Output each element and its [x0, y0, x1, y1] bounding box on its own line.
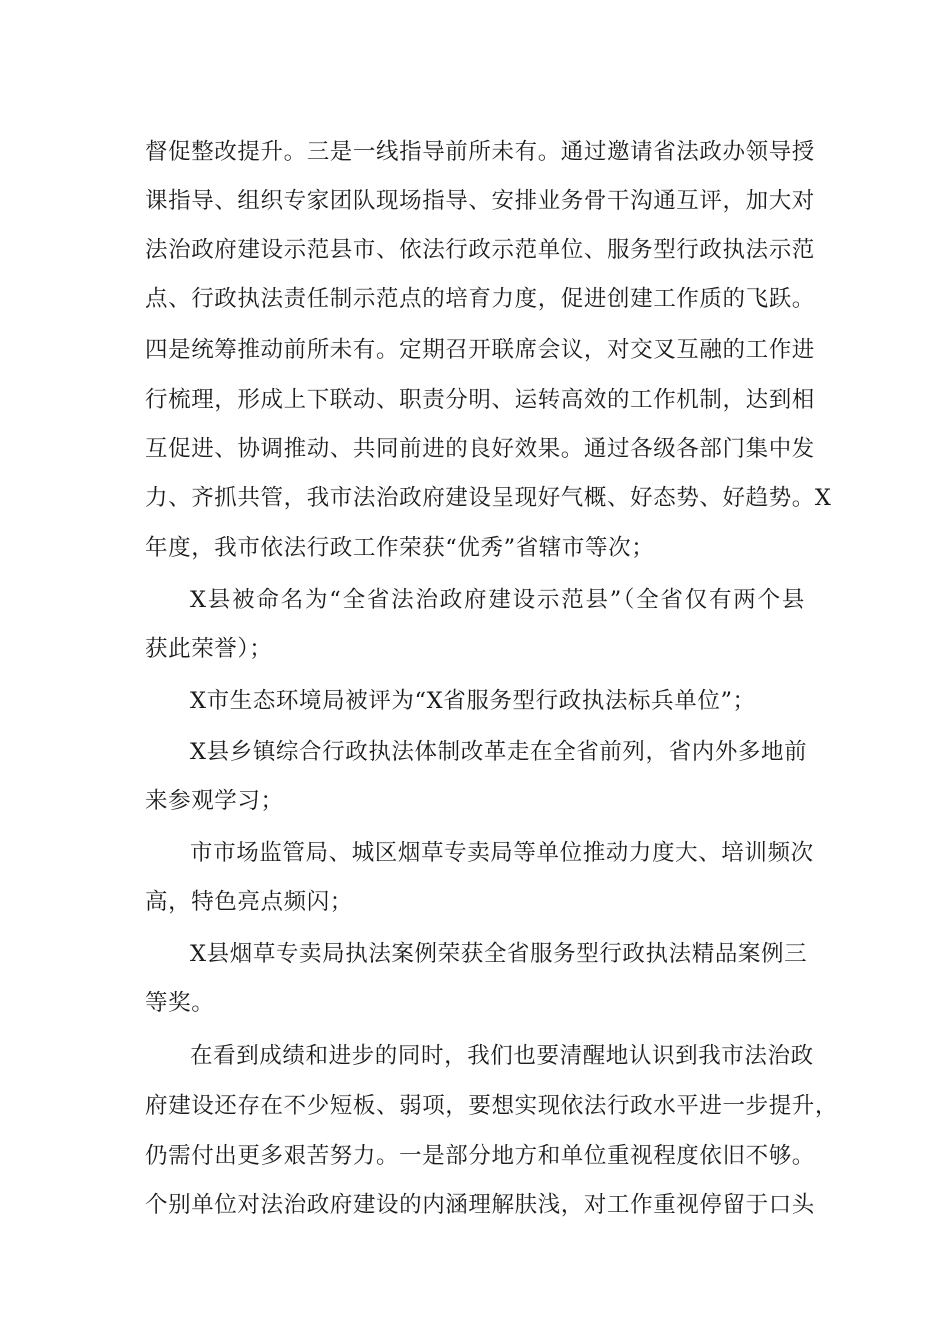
text-line: 年度，我市依法行政工作荣获“优秀”省辖市等次；: [145, 535, 655, 561]
text-line: 行梳理，形成上下联动、职责分明、运转高效的工作机制，达到相: [145, 387, 815, 413]
text-line: 在看到成绩和进步的同时，我们也要清醒地认识到我市法治政: [190, 1043, 814, 1069]
text-line: 力、齐抓共管，我市法治政府建设呈现好气概、好态势、好趋势。X: [145, 485, 832, 511]
text-line: 课指导、组织专家团队现场指导、安排业务骨干沟通互评，加大对: [145, 188, 815, 214]
text-line: X县烟草专卖局执法案例荣获全省服务型行政执法精品案例三: [190, 941, 808, 967]
text-line: 府建设还存在不少短板、弱项，要想实现依法行政水平进一步提升，: [145, 1093, 839, 1119]
text-line: 四是统筹推动前所未有。定期召开联席会议，对交叉互融的工作进: [145, 337, 815, 363]
text-line: 仍需付出更多艰苦努力。一是部分地方和单位重视程度依旧不够。: [145, 1143, 815, 1169]
text-line: 获此荣誉）；: [145, 636, 273, 662]
text-line: 来参观学习；: [145, 788, 284, 814]
text-line: 点、行政执法责任制示范点的培育力度，促进创建工作质的飞跃。: [145, 286, 815, 312]
text-line: X市生态环境局被评为“X省服务型行政执法标兵单位”；: [190, 688, 756, 714]
text-line: 法治政府建设示范县市、依法行政示范单位、服务型行政执法示范: [145, 237, 815, 263]
text-line: 互促进、协调推动、共同前进的良好效果。通过各级各部门集中发: [145, 436, 815, 462]
text-line: 市市场监管局、城区烟草专卖局等单位推动力度大、培训频次: [190, 840, 814, 866]
text-line: X县被命名为“全省法治政府建设示范县”（全省仅有两个县: [190, 587, 805, 613]
text-line: 等奖。: [145, 990, 215, 1016]
text-line: 督促整改提升。三是一线指导前所未有。通过邀请省法政办领导授: [145, 139, 815, 165]
text-line: 高，特色亮点频闪；: [145, 889, 353, 915]
text-line: 个别单位对法治政府建设的内涵理解肤浅，对工作重视停留于口头: [145, 1192, 815, 1218]
text-line: X县乡镇综合行政执法体制改革走在全省前列，省内外多地前: [190, 739, 808, 765]
